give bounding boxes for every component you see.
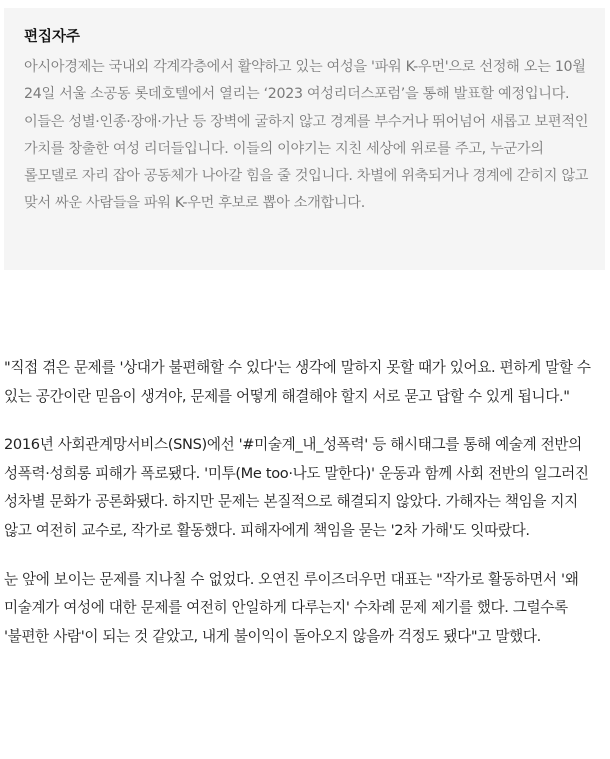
editor-note-title: 편집자주 <box>24 29 81 45</box>
editor-note-body: 아시아경제는 국내외 각계각층에서 활약하고 있는 여성을 '파워 K-우먼'으로 선정해 오는 10월 24일 서울 소공동 롯데호텔에서 열리는 ‘2023 여성리더스포럼’을 통해 발표할 예정입니다. 이들은 성별·인종·장애·가난 등 장벽에 굴하지 않고 경계를 부수거나 뛰어넘어 새롭고 보편적인 가치를 창출한 여성 리더들입니다. 이들의 이야기는 지친 세상에 위로를 주고, 누군가의 롤모델로 자리 잡아 공동체가 나아갈 힘을 줄 것입니다. 차별에 위축되거나 경계에 갇히지 않고 맞서 싸운 사람들을 파워 K-우먼 후보로 뽑아 소개합니다. <box>24 59 589 212</box>
article-paragraph-quote: "직접 겪은 문제를 '상대가 불편해할 수 있다'는 생각에 말하지 못할 때가 있어요. 편하게 말할 수 있는 공간이란 믿음이 생겨야, 문제를 어떻게 해결해야 할지 서로 묻고 답할 수 있게 됩니다." <box>4 359 591 405</box>
article-body <box>4 354 607 671</box>
article-paragraph-background: 2016년 사회관계망서비스(SNS)에선 '#미술계_내_성폭력' 등 해시태그를 통해 예술계 전반의 성폭력·성희롱 피해가 폭로됐다. '미투(Me too·나도 말한다)' 운동과 함께 사회 전반의 일그러진 성차별 문화가 공론화됐다. 하지만 문제는 본질적으로 해결되지 않았다. 가해자는 책임을 지지 않고 여전히 교수로, 작가로 활동했다. 피해자에게 책임을 묻는 '2차 가해'도 잇따랐다. <box>4 436 589 539</box>
article-paragraph-interview: 눈 앞에 보이는 문제를 지나칠 수 없었다. 오연진 루이즈더우먼 대표는 "작가로 활동하면서 '왜 미술계가 여성에 대한 문제를 여전히 안일하게 다루는지' 수차례 문제 제기를 했다. 그럴수록 '불편한 사람'이 되는 것 같았고, 내게 불이익이 돌아오지 않을까 걱정도 됐다"고 말했다. <box>4 570 579 645</box>
editor-note-box <box>4 8 605 270</box>
